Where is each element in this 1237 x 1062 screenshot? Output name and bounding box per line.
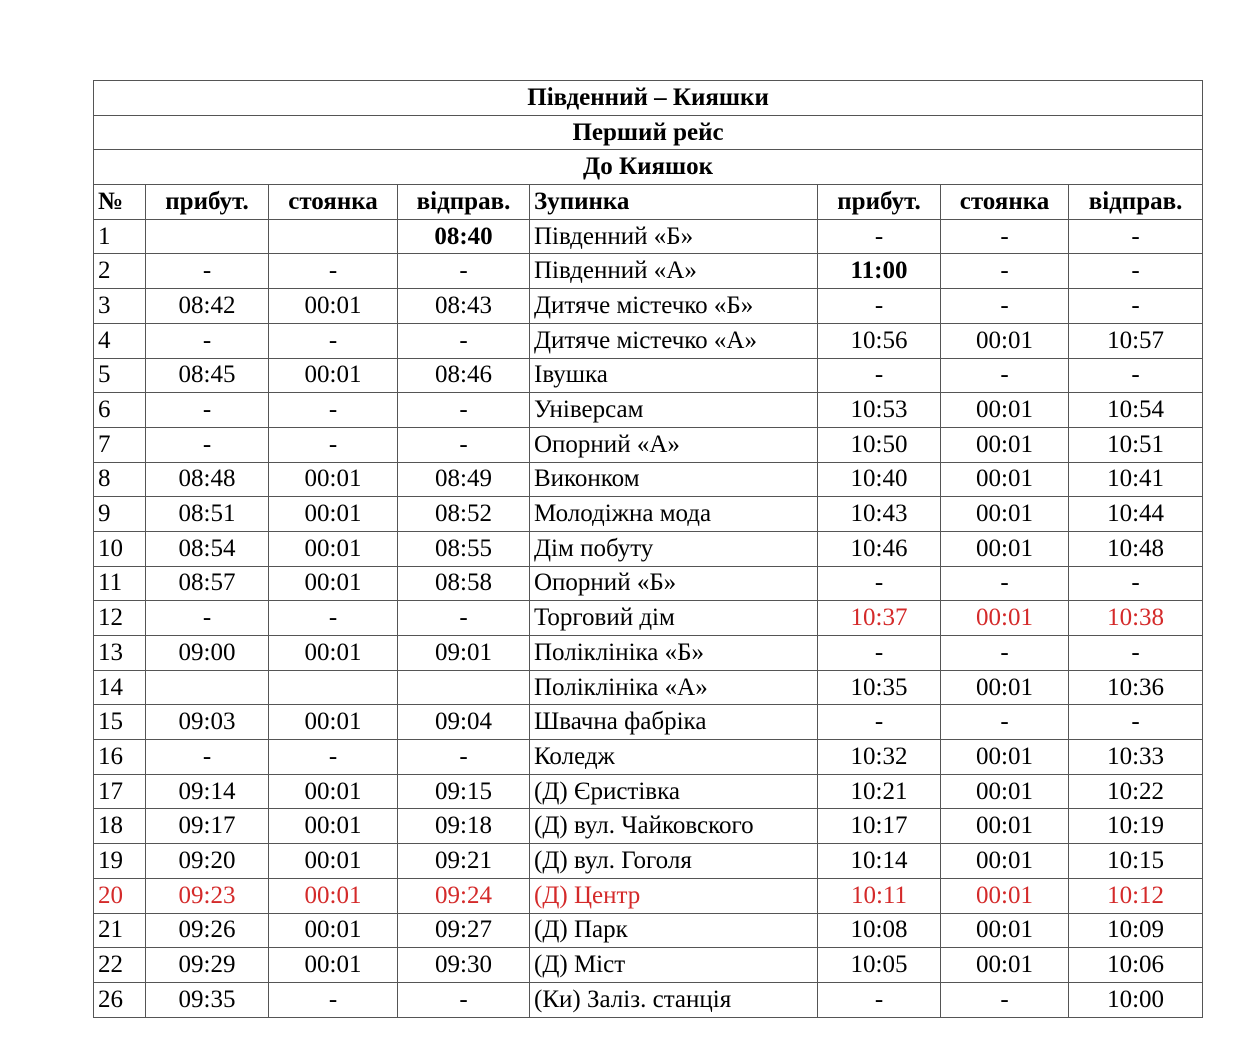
stop-name-cell: Молодіжна мода — [530, 497, 818, 532]
stop-number-cell: 13 — [94, 636, 146, 671]
stop-number-cell: 16 — [94, 740, 146, 775]
return-stop-time-cell: - — [941, 289, 1069, 324]
arrival-cell: 08:42 — [146, 289, 269, 324]
return-departure-cell: 10:51 — [1069, 427, 1203, 462]
arrival-cell: 08:57 — [146, 566, 269, 601]
return-arrival-cell: 10:17 — [818, 809, 941, 844]
stop-time-cell: 00:01 — [269, 948, 398, 983]
stop-number-cell: 15 — [94, 705, 146, 740]
departure-cell: 09:30 — [398, 948, 530, 983]
header-stop-name: Зупинка — [530, 185, 818, 220]
return-departure-cell: 10:33 — [1069, 740, 1203, 775]
departure-cell: 09:21 — [398, 844, 530, 879]
arrival-cell: 09:26 — [146, 913, 269, 948]
arrival-cell: 08:45 — [146, 358, 269, 393]
arrival-cell: 09:29 — [146, 948, 269, 983]
return-departure-cell: 10:41 — [1069, 462, 1203, 497]
return-departure-cell: 10:54 — [1069, 393, 1203, 428]
departure-cell: 08:52 — [398, 497, 530, 532]
table-row — [94, 358, 1203, 393]
stop-name-cell: Торговий дім — [530, 601, 818, 636]
table-row — [94, 219, 1203, 254]
table-row — [94, 670, 1203, 705]
header-return-departure: відправ. — [1069, 185, 1203, 220]
return-departure-cell: 10:00 — [1069, 982, 1203, 1017]
departure-cell: 08:43 — [398, 289, 530, 324]
arrival-cell: 09:20 — [146, 844, 269, 879]
stop-number-cell: 12 — [94, 601, 146, 636]
stop-name-cell: (Ки) Заліз. станція — [530, 982, 818, 1017]
stop-name-cell: Швачна фабріка — [530, 705, 818, 740]
departure-cell: 08:40 — [398, 219, 530, 254]
stop-number-cell: 10 — [94, 531, 146, 566]
arrival-cell: 09:23 — [146, 878, 269, 913]
stop-time-cell: 00:01 — [269, 809, 398, 844]
arrival-cell: 09:03 — [146, 705, 269, 740]
stop-name-cell: Універсам — [530, 393, 818, 428]
header-return-arrival: прибут. — [818, 185, 941, 220]
departure-cell: 09:24 — [398, 878, 530, 913]
stop-name-cell: (Д) вул. Гоголя — [530, 844, 818, 879]
table-row — [94, 462, 1203, 497]
table-row — [94, 982, 1203, 1017]
return-arrival-cell: 10:53 — [818, 393, 941, 428]
return-departure-cell: - — [1069, 566, 1203, 601]
stop-name-cell: Коледж — [530, 740, 818, 775]
return-stop-time-cell: - — [941, 566, 1069, 601]
departure-cell: - — [398, 982, 530, 1017]
stop-name-cell: (Д) Центр — [530, 878, 818, 913]
arrival-cell: 09:14 — [146, 774, 269, 809]
header-arrival: прибут. — [146, 185, 269, 220]
trip-title: Перший рейс — [94, 115, 1203, 150]
stop-name-cell: Опорний «А» — [530, 427, 818, 462]
stop-number-cell: 26 — [94, 982, 146, 1017]
return-arrival-cell: - — [818, 289, 941, 324]
departure-cell: - — [398, 427, 530, 462]
stop-number-cell: 9 — [94, 497, 146, 532]
return-arrival-cell: 10:40 — [818, 462, 941, 497]
table-row — [94, 809, 1203, 844]
stop-time-cell: - — [269, 982, 398, 1017]
return-departure-cell: - — [1069, 219, 1203, 254]
stop-time-cell: 00:01 — [269, 462, 398, 497]
departure-cell: 09:01 — [398, 636, 530, 671]
return-stop-time-cell: 00:01 — [941, 462, 1069, 497]
table-row — [94, 531, 1203, 566]
table-row — [94, 878, 1203, 913]
return-departure-cell: - — [1069, 289, 1203, 324]
arrival-cell: - — [146, 601, 269, 636]
column-headers — [94, 185, 1203, 220]
table-row — [94, 254, 1203, 289]
table-row — [94, 323, 1203, 358]
table-row — [94, 774, 1203, 809]
arrival-cell: 08:48 — [146, 462, 269, 497]
stop-name-cell: Дитяче містечко «Б» — [530, 289, 818, 324]
departure-cell: 09:27 — [398, 913, 530, 948]
departure-cell: - — [398, 254, 530, 289]
arrival-cell: 09:35 — [146, 982, 269, 1017]
schedule-table — [93, 80, 1203, 1018]
return-departure-cell: 10:12 — [1069, 878, 1203, 913]
arrival-cell: 08:54 — [146, 531, 269, 566]
return-departure-cell: 10:38 — [1069, 601, 1203, 636]
stop-time-cell: 00:01 — [269, 913, 398, 948]
departure-cell: 08:46 — [398, 358, 530, 393]
table-row — [94, 427, 1203, 462]
stop-time-cell: 00:01 — [269, 531, 398, 566]
table-row — [94, 497, 1203, 532]
stop-time-cell: - — [269, 740, 398, 775]
arrival-cell: - — [146, 254, 269, 289]
stop-number-cell: 2 — [94, 254, 146, 289]
direction-title: До Кияшок — [94, 150, 1203, 185]
table-row — [94, 705, 1203, 740]
stop-number-cell: 8 — [94, 462, 146, 497]
return-arrival-cell: 10:56 — [818, 323, 941, 358]
stop-time-cell — [269, 670, 398, 705]
return-arrival-cell: - — [818, 636, 941, 671]
return-stop-time-cell: 00:01 — [941, 427, 1069, 462]
return-arrival-cell: 10:50 — [818, 427, 941, 462]
departure-cell: - — [398, 740, 530, 775]
departure-cell: 09:15 — [398, 774, 530, 809]
table-row — [94, 844, 1203, 879]
stop-number-cell: 19 — [94, 844, 146, 879]
return-stop-time-cell: - — [941, 219, 1069, 254]
stop-time-cell: 00:01 — [269, 289, 398, 324]
return-departure-cell: - — [1069, 636, 1203, 671]
return-arrival-cell: 10:08 — [818, 913, 941, 948]
header-stop-time: стоянка — [269, 185, 398, 220]
stop-time-cell: 00:01 — [269, 878, 398, 913]
stop-time-cell — [269, 219, 398, 254]
return-departure-cell: 10:36 — [1069, 670, 1203, 705]
table-row — [94, 948, 1203, 983]
stop-time-cell: 00:01 — [269, 497, 398, 532]
return-arrival-cell: - — [818, 566, 941, 601]
return-arrival-cell: 10:14 — [818, 844, 941, 879]
return-stop-time-cell: - — [941, 982, 1069, 1017]
return-departure-cell: - — [1069, 254, 1203, 289]
stop-number-cell: 3 — [94, 289, 146, 324]
arrival-cell: - — [146, 323, 269, 358]
stop-number-cell: 20 — [94, 878, 146, 913]
return-stop-time-cell: - — [941, 705, 1069, 740]
stop-number-cell: 5 — [94, 358, 146, 393]
return-departure-cell: 10:06 — [1069, 948, 1203, 983]
stop-time-cell: - — [269, 323, 398, 358]
departure-cell: - — [398, 323, 530, 358]
stop-number-cell: 1 — [94, 219, 146, 254]
stop-name-cell: Південний «Б» — [530, 219, 818, 254]
return-arrival-cell: - — [818, 358, 941, 393]
return-stop-time-cell: 00:01 — [941, 774, 1069, 809]
stop-time-cell: 00:01 — [269, 566, 398, 601]
departure-cell: 09:04 — [398, 705, 530, 740]
stop-time-cell: 00:01 — [269, 705, 398, 740]
departure-cell: 08:58 — [398, 566, 530, 601]
stop-name-cell: (Д) Міст — [530, 948, 818, 983]
stop-time-cell: - — [269, 427, 398, 462]
return-stop-time-cell: 00:01 — [941, 393, 1069, 428]
return-departure-cell: 10:22 — [1069, 774, 1203, 809]
stop-number-cell: 6 — [94, 393, 146, 428]
table-row — [94, 913, 1203, 948]
return-stop-time-cell: - — [941, 358, 1069, 393]
header-return-stop-time: стоянка — [941, 185, 1069, 220]
stop-number-cell: 17 — [94, 774, 146, 809]
arrival-cell: - — [146, 427, 269, 462]
return-arrival-cell: 10:37 — [818, 601, 941, 636]
return-stop-time-cell: 00:01 — [941, 809, 1069, 844]
stop-name-cell: (Д) вул. Чайковского — [530, 809, 818, 844]
stop-name-cell: Виконком — [530, 462, 818, 497]
stop-time-cell: 00:01 — [269, 358, 398, 393]
stop-name-cell: Опорний «Б» — [530, 566, 818, 601]
return-departure-cell: 10:57 — [1069, 323, 1203, 358]
departure-cell: - — [398, 601, 530, 636]
header-departure: відправ. — [398, 185, 530, 220]
stop-time-cell: - — [269, 601, 398, 636]
arrival-cell — [146, 219, 269, 254]
return-stop-time-cell: 00:01 — [941, 740, 1069, 775]
arrival-cell: - — [146, 740, 269, 775]
stop-number-cell: 18 — [94, 809, 146, 844]
stop-number-cell: 21 — [94, 913, 146, 948]
return-stop-time-cell: 00:01 — [941, 878, 1069, 913]
stop-time-cell: 00:01 — [269, 844, 398, 879]
departure-cell: 09:18 — [398, 809, 530, 844]
departure-cell: 08:55 — [398, 531, 530, 566]
return-arrival-cell: 10:43 — [818, 497, 941, 532]
arrival-cell: - — [146, 393, 269, 428]
return-departure-cell: - — [1069, 358, 1203, 393]
return-departure-cell: 10:48 — [1069, 531, 1203, 566]
stop-time-cell: - — [269, 254, 398, 289]
table-row — [94, 566, 1203, 601]
return-stop-time-cell: 00:01 — [941, 601, 1069, 636]
stop-time-cell: - — [269, 393, 398, 428]
return-departure-cell: 10:15 — [1069, 844, 1203, 879]
return-arrival-cell: - — [818, 219, 941, 254]
stop-number-cell: 22 — [94, 948, 146, 983]
return-stop-time-cell: 00:01 — [941, 531, 1069, 566]
return-arrival-cell: 10:35 — [818, 670, 941, 705]
return-stop-time-cell: - — [941, 636, 1069, 671]
arrival-cell — [146, 670, 269, 705]
return-arrival-cell: 10:21 — [818, 774, 941, 809]
stop-name-cell: Івушка — [530, 358, 818, 393]
return-arrival-cell: 10:46 — [818, 531, 941, 566]
return-stop-time-cell: 00:01 — [941, 844, 1069, 879]
table-row — [94, 601, 1203, 636]
table-row — [94, 393, 1203, 428]
return-departure-cell: 10:44 — [1069, 497, 1203, 532]
return-departure-cell: 10:09 — [1069, 913, 1203, 948]
departure-cell — [398, 670, 530, 705]
table-row — [94, 636, 1203, 671]
return-stop-time-cell: 00:01 — [941, 497, 1069, 532]
stop-name-cell: Поліклініка «А» — [530, 670, 818, 705]
return-stop-time-cell: 00:01 — [941, 670, 1069, 705]
stop-name-cell: (Д) Єристівка — [530, 774, 818, 809]
stop-name-cell: Поліклініка «Б» — [530, 636, 818, 671]
return-stop-time-cell: 00:01 — [941, 323, 1069, 358]
stop-number-cell: 11 — [94, 566, 146, 601]
route-title: Південний – Кияшки — [94, 81, 1203, 116]
stop-name-cell: Дім побуту — [530, 531, 818, 566]
return-departure-cell: - — [1069, 705, 1203, 740]
return-arrival-cell: - — [818, 705, 941, 740]
stop-name-cell: Дитяче містечко «А» — [530, 323, 818, 358]
stop-time-cell: 00:01 — [269, 636, 398, 671]
table-row — [94, 289, 1203, 324]
return-arrival-cell: 11:00 — [818, 254, 941, 289]
arrival-cell: 08:51 — [146, 497, 269, 532]
stop-name-cell: (Д) Парк — [530, 913, 818, 948]
return-stop-time-cell: 00:01 — [941, 948, 1069, 983]
stop-number-cell: 7 — [94, 427, 146, 462]
departure-cell: 08:49 — [398, 462, 530, 497]
arrival-cell: 09:00 — [146, 636, 269, 671]
return-stop-time-cell: - — [941, 254, 1069, 289]
return-arrival-cell: 10:32 — [818, 740, 941, 775]
departure-cell: - — [398, 393, 530, 428]
arrival-cell: 09:17 — [146, 809, 269, 844]
return-arrival-cell: - — [818, 982, 941, 1017]
return-stop-time-cell: 00:01 — [941, 913, 1069, 948]
return-departure-cell: 10:19 — [1069, 809, 1203, 844]
stop-name-cell: Південний «А» — [530, 254, 818, 289]
stop-number-cell: 14 — [94, 670, 146, 705]
stop-number-cell: 4 — [94, 323, 146, 358]
return-arrival-cell: 10:05 — [818, 948, 941, 983]
stop-time-cell: 00:01 — [269, 774, 398, 809]
header-number: № — [94, 185, 146, 220]
return-arrival-cell: 10:11 — [818, 878, 941, 913]
table-row — [94, 740, 1203, 775]
